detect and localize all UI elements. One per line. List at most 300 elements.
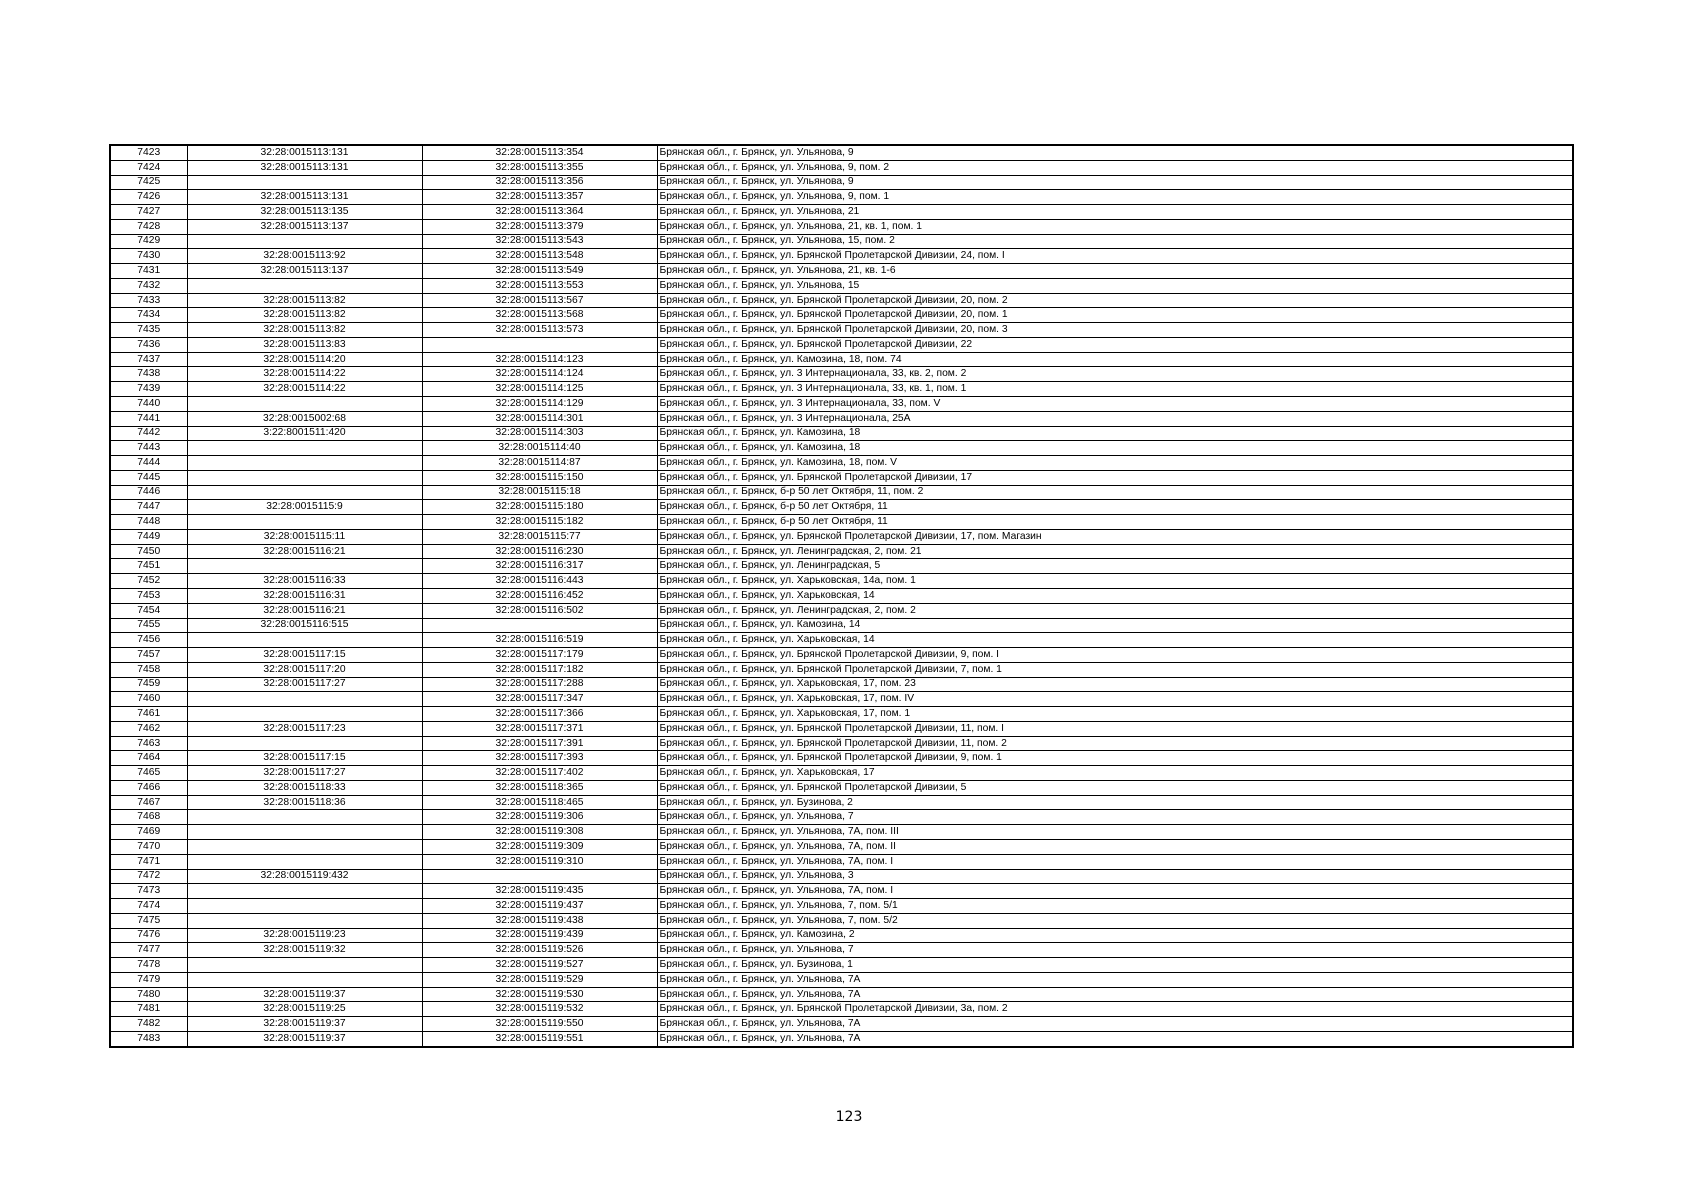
row-number-cell: 7477 [110,943,187,958]
land-parcel-number-cell [187,972,422,987]
object-cadastral-number-cell: 32:28:0015114:303 [422,426,657,441]
address-cell: Брянская обл., г. Брянск, ул. Харьковская, 17, пом. 23 [657,677,1573,692]
land-parcel-number-cell [187,175,422,190]
table-row [110,205,1573,220]
land-parcel-number-cell: 32:28:0015119:37 [187,1017,422,1032]
address-cell: Брянская обл., г. Брянск, ул. Ульянова, 15 [657,278,1573,293]
land-parcel-number-cell: 32:28:0015117:15 [187,751,422,766]
address-cell: Брянская обл., г. Брянск, ул. Харьковская, 17, пом. IV [657,692,1573,707]
address-cell: Брянская обл., г. Брянск, ул. Брянской Пролетарской Дивизии, 22 [657,337,1573,352]
address-cell: Брянская обл., г. Брянск, ул. Ульянова, 7А, пом. I [657,854,1573,869]
row-number-cell: 7441 [110,411,187,426]
row-number-cell: 7482 [110,1017,187,1032]
land-parcel-number-cell: 32:28:0015117:27 [187,766,422,781]
table-row [110,352,1573,367]
object-cadastral-number-cell: 32:28:0015118:365 [422,780,657,795]
land-parcel-number-cell: 32:28:0015113:82 [187,323,422,338]
table-row [110,323,1573,338]
table-row [110,574,1573,589]
land-parcel-number-cell: 32:28:0015113:83 [187,337,422,352]
address-cell: Брянская обл., г. Брянск, ул. Ульянова, 7А [657,1031,1573,1046]
object-cadastral-number-cell: 32:28:0015115:18 [422,485,657,500]
row-number-cell: 7448 [110,515,187,530]
table-row [110,603,1573,618]
table-row [110,633,1573,648]
address-cell: Брянская обл., г. Брянск, б-р 50 лет Октября, 11 [657,500,1573,515]
table-row [110,456,1573,471]
row-number-cell: 7428 [110,219,187,234]
address-cell: Брянская обл., г. Брянск, ул. Ульянова, 7А [657,987,1573,1002]
object-cadastral-number-cell: 32:28:0015114:125 [422,382,657,397]
table-row [110,234,1573,249]
land-parcel-number-cell [187,854,422,869]
address-cell: Брянская обл., г. Брянск, ул. Ульянова, 7 [657,810,1573,825]
address-cell: Брянская обл., г. Брянск, ул. Харьковская, 17 [657,766,1573,781]
row-number-cell: 7453 [110,588,187,603]
row-number-cell: 7433 [110,293,187,308]
object-cadastral-number-cell [422,618,657,633]
land-parcel-number-cell [187,278,422,293]
address-cell: Брянская обл., г. Брянск, ул. Брянской Пролетарской Дивизии, 9, пом. 1 [657,751,1573,766]
address-cell: Брянская обл., г. Брянск, ул. Камозина, 18, пом. V [657,456,1573,471]
land-parcel-number-cell: 32:28:0015113:82 [187,308,422,323]
land-parcel-number-cell [187,884,422,899]
row-number-cell: 7430 [110,249,187,264]
row-number-cell: 7468 [110,810,187,825]
row-number-cell: 7476 [110,928,187,943]
table-row [110,839,1573,854]
row-number-cell: 7440 [110,397,187,412]
table-row [110,662,1573,677]
table-row [110,470,1573,485]
address-cell: Брянская обл., г. Брянск, ул. Брянской Пролетарской Дивизии, 7, пом. 1 [657,662,1573,677]
land-parcel-number-cell [187,485,422,500]
address-cell: Брянская обл., г. Брянск, ул. Харьковская, 14 [657,588,1573,603]
table-row [110,397,1573,412]
table-row [110,766,1573,781]
row-number-cell: 7452 [110,574,187,589]
object-cadastral-number-cell: 32:28:0015113:567 [422,293,657,308]
land-parcel-number-cell [187,825,422,840]
object-cadastral-number-cell: 32:28:0015117:288 [422,677,657,692]
address-cell: Брянская обл., г. Брянск, ул. Ульянова, 3 [657,869,1573,884]
address-cell: Брянская обл., г. Брянск, ул. Ульянова, 7А, пом. I [657,884,1573,899]
land-parcel-number-cell: 32:28:0015115:11 [187,529,422,544]
row-number-cell: 7449 [110,529,187,544]
land-parcel-number-cell [187,441,422,456]
table-row [110,175,1573,190]
table-row [110,529,1573,544]
land-parcel-number-cell [187,559,422,574]
table-row [110,825,1573,840]
object-cadastral-number-cell: 32:28:0015119:530 [422,987,657,1002]
row-number-cell: 7442 [110,426,187,441]
registry-table [109,144,1574,1048]
land-parcel-number-cell: 3:22:8001511:420 [187,426,422,441]
address-cell: Брянская обл., г. Брянск, ул. Ульянова, 9 [657,175,1573,190]
land-parcel-number-cell: 32:28:0015119:25 [187,1002,422,1017]
row-number-cell: 7447 [110,500,187,515]
address-cell: Брянская обл., г. Брянск, ул. Ульянова, 7А [657,1017,1573,1032]
object-cadastral-number-cell: 32:28:0015115:180 [422,500,657,515]
address-cell: Брянская обл., г. Брянск, ул. Ленинградская, 2, пом. 2 [657,603,1573,618]
row-number-cell: 7424 [110,160,187,175]
address-cell: Брянская обл., г. Брянск, ул. Ульянова, 7, пом. 5/1 [657,899,1573,914]
land-parcel-number-cell [187,810,422,825]
object-cadastral-number-cell: 32:28:0015119:309 [422,839,657,854]
address-cell: Брянская обл., г. Брянск, ул. 3 Интернационала, 33, кв. 2, пом. 2 [657,367,1573,382]
object-cadastral-number-cell [422,337,657,352]
land-parcel-number-cell [187,234,422,249]
table-row [110,928,1573,943]
land-parcel-number-cell: 32:28:0015116:33 [187,574,422,589]
land-parcel-number-cell [187,515,422,530]
row-number-cell: 7455 [110,618,187,633]
object-cadastral-number-cell: 32:28:0015114:124 [422,367,657,382]
land-parcel-number-cell: 32:28:0015118:33 [187,780,422,795]
table-row [110,426,1573,441]
object-cadastral-number-cell: 32:28:0015119:308 [422,825,657,840]
object-cadastral-number-cell: 32:28:0015119:310 [422,854,657,869]
object-cadastral-number-cell: 32:28:0015116:502 [422,603,657,618]
row-number-cell: 7474 [110,899,187,914]
row-number-cell: 7426 [110,190,187,205]
object-cadastral-number-cell: 32:28:0015116:230 [422,544,657,559]
address-cell: Брянская обл., г. Брянск, б-р 50 лет Октября, 11, пом. 2 [657,485,1573,500]
table-row [110,958,1573,973]
object-cadastral-number-cell: 32:28:0015115:182 [422,515,657,530]
land-parcel-number-cell [187,839,422,854]
table-row [110,588,1573,603]
object-cadastral-number-cell: 32:28:0015113:573 [422,323,657,338]
table-row [110,987,1573,1002]
table-row [110,190,1573,205]
row-number-cell: 7458 [110,662,187,677]
table-row [110,751,1573,766]
table-row [110,648,1573,663]
object-cadastral-number-cell: 32:28:0015119:438 [422,913,657,928]
object-cadastral-number-cell: 32:28:0015117:371 [422,721,657,736]
table-row [110,721,1573,736]
row-number-cell: 7480 [110,987,187,1002]
table-row [110,485,1573,500]
row-number-cell: 7464 [110,751,187,766]
land-parcel-number-cell: 32:28:0015116:21 [187,544,422,559]
row-number-cell: 7463 [110,736,187,751]
object-cadastral-number-cell: 32:28:0015116:452 [422,588,657,603]
address-cell: Брянская обл., г. Брянск, ул. Камозина, 18, пом. 74 [657,352,1573,367]
address-cell: Брянская обл., г. Брянск, ул. Ульянова, 9 [657,145,1573,160]
page-number: 123 [835,1109,863,1125]
address-cell: Брянская обл., г. Брянск, ул. Ульянова, 21, кв. 1, пом. 1 [657,219,1573,234]
row-number-cell: 7461 [110,707,187,722]
object-cadastral-number-cell: 32:28:0015119:437 [422,899,657,914]
object-cadastral-number-cell [422,869,657,884]
address-cell: Брянская обл., г. Брянск, ул. 3 Интернационала, 25А [657,411,1573,426]
land-parcel-number-cell: 32:28:0015117:23 [187,721,422,736]
table-row [110,736,1573,751]
table-row [110,382,1573,397]
object-cadastral-number-cell: 32:28:0015113:379 [422,219,657,234]
address-cell: Брянская обл., г. Брянск, ул. Бузинова, 2 [657,795,1573,810]
row-number-cell: 7423 [110,145,187,160]
table-row [110,515,1573,530]
address-cell: Брянская обл., г. Брянск, ул. Ульянова, 7, пом. 5/2 [657,913,1573,928]
row-number-cell: 7462 [110,721,187,736]
land-parcel-number-cell: 32:28:0015117:15 [187,648,422,663]
object-cadastral-number-cell: 32:28:0015113:357 [422,190,657,205]
address-cell: Брянская обл., г. Брянск, ул. Бузинова, 1 [657,958,1573,973]
row-number-cell: 7457 [110,648,187,663]
object-cadastral-number-cell: 32:28:0015119:527 [422,958,657,973]
object-cadastral-number-cell: 32:28:0015114:40 [422,441,657,456]
address-cell: Брянская обл., г. Брянск, ул. Ленинградская, 5 [657,559,1573,574]
address-cell: Брянская обл., г. Брянск, ул. Брянской Пролетарской Дивизии, 3а, пом. 2 [657,1002,1573,1017]
address-cell: Брянская обл., г. Брянск, ул. Брянской Пролетарской Дивизии, 24, пом. I [657,249,1573,264]
land-parcel-number-cell: 32:28:0015113:135 [187,205,422,220]
address-cell: Брянская обл., г. Брянск, б-р 50 лет Октября, 11 [657,515,1573,530]
address-cell: Брянская обл., г. Брянск, ул. Ульянова, 7 [657,943,1573,958]
row-number-cell: 7438 [110,367,187,382]
land-parcel-number-cell: 32:28:0015119:23 [187,928,422,943]
table-row [110,160,1573,175]
object-cadastral-number-cell: 32:28:0015119:532 [422,1002,657,1017]
table-row [110,899,1573,914]
table-row [110,411,1573,426]
table-row [110,249,1573,264]
address-cell: Брянская обл., г. Брянск, ул. Ленинградская, 2, пом. 21 [657,544,1573,559]
object-cadastral-number-cell: 32:28:0015119:551 [422,1031,657,1046]
object-cadastral-number-cell: 32:28:0015114:123 [422,352,657,367]
land-parcel-number-cell [187,633,422,648]
table-row [110,264,1573,279]
land-parcel-number-cell: 32:28:0015115:9 [187,500,422,515]
land-parcel-number-cell: 32:28:0015116:515 [187,618,422,633]
address-cell: Брянская обл., г. Брянск, ул. 3 Интернационала, 33, кв. 1, пом. 1 [657,382,1573,397]
table-row [110,972,1573,987]
address-cell: Брянская обл., г. Брянск, ул. Ульянова, 7А, пом. III [657,825,1573,840]
address-cell: Брянская обл., г. Брянск, ул. Брянской Пролетарской Дивизии, 5 [657,780,1573,795]
table-row [110,145,1573,160]
row-number-cell: 7469 [110,825,187,840]
row-number-cell: 7434 [110,308,187,323]
land-parcel-number-cell [187,736,422,751]
table-row [110,308,1573,323]
address-cell: Брянская обл., г. Брянск, ул. Харьковская, 17, пом. 1 [657,707,1573,722]
object-cadastral-number-cell: 32:28:0015113:543 [422,234,657,249]
address-cell: Брянская обл., г. Брянск, ул. Брянской Пролетарской Дивизии, 17 [657,470,1573,485]
object-cadastral-number-cell: 32:28:0015117:391 [422,736,657,751]
row-number-cell: 7425 [110,175,187,190]
object-cadastral-number-cell: 32:28:0015113:568 [422,308,657,323]
object-cadastral-number-cell: 32:28:0015117:347 [422,692,657,707]
table-row [110,559,1573,574]
row-number-cell: 7427 [110,205,187,220]
address-cell: Брянская обл., г. Брянск, ул. Брянской Пролетарской Дивизии, 11, пом. 2 [657,736,1573,751]
address-cell: Брянская обл., г. Брянск, ул. Ульянова, 7А, пом. II [657,839,1573,854]
row-number-cell: 7435 [110,323,187,338]
row-number-cell: 7450 [110,544,187,559]
land-parcel-number-cell: 32:28:0015113:131 [187,190,422,205]
object-cadastral-number-cell: 32:28:0015113:355 [422,160,657,175]
row-number-cell: 7446 [110,485,187,500]
object-cadastral-number-cell: 32:28:0015115:150 [422,470,657,485]
object-cadastral-number-cell: 32:28:0015114:87 [422,456,657,471]
row-number-cell: 7483 [110,1031,187,1046]
object-cadastral-number-cell: 32:28:0015119:435 [422,884,657,899]
address-cell: Брянская обл., г. Брянск, ул. Брянской Пролетарской Дивизии, 11, пом. I [657,721,1573,736]
object-cadastral-number-cell: 32:28:0015119:439 [422,928,657,943]
object-cadastral-number-cell: 32:28:0015116:317 [422,559,657,574]
address-cell: Брянская обл., г. Брянск, ул. Ульянова, 7А [657,972,1573,987]
land-parcel-number-cell: 32:28:0015113:82 [187,293,422,308]
table-row [110,810,1573,825]
land-parcel-number-cell [187,707,422,722]
table-row [110,544,1573,559]
row-number-cell: 7472 [110,869,187,884]
address-cell: Брянская обл., г. Брянск, ул. Камозина, 14 [657,618,1573,633]
object-cadastral-number-cell: 32:28:0015117:402 [422,766,657,781]
table-row [110,293,1573,308]
object-cadastral-number-cell: 32:28:0015115:77 [422,529,657,544]
land-parcel-number-cell: 32:28:0015119:432 [187,869,422,884]
table-row [110,692,1573,707]
row-number-cell: 7445 [110,470,187,485]
object-cadastral-number-cell: 32:28:0015117:182 [422,662,657,677]
address-cell: Брянская обл., г. Брянск, ул. Ульянова, 15, пом. 2 [657,234,1573,249]
land-parcel-number-cell [187,470,422,485]
table-row [110,913,1573,928]
address-cell: Брянская обл., г. Брянск, ул. Брянской Пролетарской Дивизии, 20, пом. 3 [657,323,1573,338]
table-row [110,795,1573,810]
object-cadastral-number-cell: 32:28:0015119:550 [422,1017,657,1032]
row-number-cell: 7475 [110,913,187,928]
row-number-cell: 7439 [110,382,187,397]
land-parcel-number-cell: 32:28:0015116:31 [187,588,422,603]
land-parcel-number-cell: 32:28:0015119:37 [187,987,422,1002]
table-row [110,854,1573,869]
address-cell: Брянская обл., г. Брянск, ул. Ульянова, 9, пом. 1 [657,190,1573,205]
object-cadastral-number-cell: 32:28:0015116:443 [422,574,657,589]
land-parcel-number-cell: 32:28:0015119:37 [187,1031,422,1046]
address-cell: Брянская обл., г. Брянск, ул. Ульянова, 9, пом. 2 [657,160,1573,175]
table-row [110,500,1573,515]
row-number-cell: 7456 [110,633,187,648]
row-number-cell: 7431 [110,264,187,279]
address-cell: Брянская обл., г. Брянск, ул. Брянской Пролетарской Дивизии, 17, пом. Магазин [657,529,1573,544]
object-cadastral-number-cell: 32:28:0015113:548 [422,249,657,264]
table-row [110,869,1573,884]
land-parcel-number-cell: 32:28:0015114:22 [187,382,422,397]
row-number-cell: 7467 [110,795,187,810]
land-parcel-number-cell: 32:28:0015119:32 [187,943,422,958]
row-number-cell: 7454 [110,603,187,618]
table-row [110,677,1573,692]
table-row [110,1017,1573,1032]
land-parcel-number-cell: 32:28:0015113:137 [187,264,422,279]
object-cadastral-number-cell: 32:28:0015113:549 [422,264,657,279]
land-parcel-number-cell [187,899,422,914]
address-cell: Брянская обл., г. Брянск, ул. Камозина, 18 [657,426,1573,441]
address-cell: Брянская обл., г. Брянск, ул. 3 Интернационала, 33, пом. V [657,397,1573,412]
object-cadastral-number-cell: 32:28:0015116:519 [422,633,657,648]
land-parcel-number-cell: 32:28:0015002:68 [187,411,422,426]
address-cell: Брянская обл., г. Брянск, ул. Брянской Пролетарской Дивизии, 20, пом. 1 [657,308,1573,323]
table-body [110,145,1573,1047]
land-parcel-number-cell: 32:28:0015113:92 [187,249,422,264]
table-row [110,441,1573,456]
row-number-cell: 7436 [110,337,187,352]
land-parcel-number-cell: 32:28:0015113:131 [187,145,422,160]
land-parcel-number-cell [187,958,422,973]
object-cadastral-number-cell: 32:28:0015119:526 [422,943,657,958]
row-number-cell: 7429 [110,234,187,249]
table-row [110,707,1573,722]
address-cell: Брянская обл., г. Брянск, ул. Брянской Пролетарской Дивизии, 9, пом. I [657,648,1573,663]
row-number-cell: 7479 [110,972,187,987]
table-row [110,1002,1573,1017]
row-number-cell: 7470 [110,839,187,854]
row-number-cell: 7460 [110,692,187,707]
object-cadastral-number-cell: 32:28:0015117:393 [422,751,657,766]
object-cadastral-number-cell: 32:28:0015114:301 [422,411,657,426]
row-number-cell: 7473 [110,884,187,899]
table-row [110,618,1573,633]
land-parcel-number-cell: 32:28:0015114:22 [187,367,422,382]
address-cell: Брянская обл., г. Брянск, ул. Ульянова, 21, кв. 1-6 [657,264,1573,279]
object-cadastral-number-cell: 32:28:0015113:553 [422,278,657,293]
address-cell: Брянская обл., г. Брянск, ул. Ульянова, 21 [657,205,1573,220]
land-parcel-number-cell: 32:28:0015117:27 [187,677,422,692]
table-row [110,780,1573,795]
row-number-cell: 7444 [110,456,187,471]
table-row [110,367,1573,382]
row-number-cell: 7432 [110,278,187,293]
row-number-cell: 7466 [110,780,187,795]
row-number-cell: 7471 [110,854,187,869]
object-cadastral-number-cell: 32:28:0015119:306 [422,810,657,825]
address-cell: Брянская обл., г. Брянск, ул. Харьковская, 14 [657,633,1573,648]
object-cadastral-number-cell: 32:28:0015119:529 [422,972,657,987]
table-row [110,884,1573,899]
land-parcel-number-cell [187,456,422,471]
object-cadastral-number-cell: 32:28:0015113:364 [422,205,657,220]
address-cell: Брянская обл., г. Брянск, ул. Камозина, 2 [657,928,1573,943]
object-cadastral-number-cell: 32:28:0015113:354 [422,145,657,160]
land-parcel-number-cell [187,692,422,707]
row-number-cell: 7451 [110,559,187,574]
row-number-cell: 7437 [110,352,187,367]
row-number-cell: 7459 [110,677,187,692]
land-parcel-number-cell: 32:28:0015114:20 [187,352,422,367]
address-cell: Брянская обл., г. Брянск, ул. Харьковская, 14а, пом. 1 [657,574,1573,589]
land-parcel-number-cell: 32:28:0015117:20 [187,662,422,677]
table-row [110,1031,1573,1046]
row-number-cell: 7443 [110,441,187,456]
object-cadastral-number-cell: 32:28:0015113:356 [422,175,657,190]
table-row [110,337,1573,352]
land-parcel-number-cell: 32:28:0015118:36 [187,795,422,810]
object-cadastral-number-cell: 32:28:0015117:366 [422,707,657,722]
table-row [110,943,1573,958]
table-row [110,278,1573,293]
address-cell: Брянская обл., г. Брянск, ул. Брянской Пролетарской Дивизии, 20, пом. 2 [657,293,1573,308]
land-parcel-number-cell: 32:28:0015116:21 [187,603,422,618]
land-parcel-number-cell: 32:28:0015113:131 [187,160,422,175]
object-cadastral-number-cell: 32:28:0015114:129 [422,397,657,412]
row-number-cell: 7481 [110,1002,187,1017]
table-row [110,219,1573,234]
